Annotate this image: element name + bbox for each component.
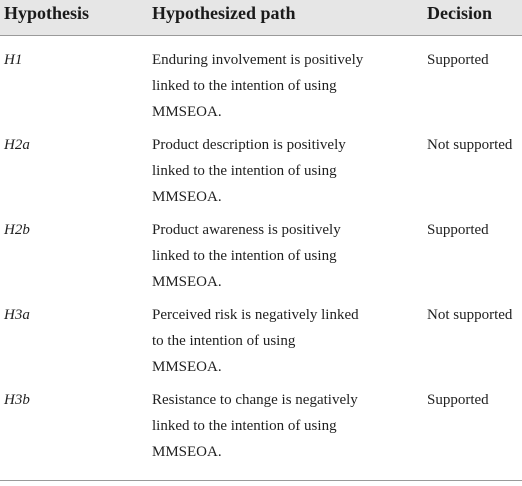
hypothesis-id: H3a: [4, 307, 30, 323]
path-line: Perceived risk is negatively linked: [152, 307, 359, 323]
header-hypothesis: Hypothesis: [4, 3, 90, 23]
path-line: linked to the intention of using: [152, 163, 337, 179]
path-line: Product description is positively: [152, 137, 346, 153]
table-row: [0, 302, 522, 386]
path-line: Resistance to change is negatively: [152, 392, 358, 408]
hypothesis-id: H1: [4, 52, 23, 68]
path-line: MMSEOA.: [152, 189, 222, 205]
decision: Not supported: [427, 137, 513, 153]
header-decision: Decision: [427, 3, 492, 23]
hypothesis-id: H2a: [4, 137, 30, 153]
path-line: Enduring involvement is positively: [152, 52, 364, 68]
decision: Not supported: [427, 307, 513, 323]
decision: Supported: [427, 52, 489, 68]
path-line: linked to the intention of using: [152, 418, 337, 434]
decision: Supported: [427, 222, 489, 238]
path-line: linked to the intention of using: [152, 248, 337, 264]
hypothesis-id: H2b: [4, 222, 30, 238]
hypothesized-path: [152, 217, 402, 295]
hypothesized-path: [152, 302, 402, 380]
table-row: [0, 47, 522, 131]
table-header: [0, 0, 522, 36]
path-line: MMSEOA.: [152, 104, 222, 120]
table-bottom-rule: [0, 480, 522, 481]
path-line: to the intention of using: [152, 333, 296, 349]
path-line: MMSEOA.: [152, 359, 222, 375]
path-line: MMSEOA.: [152, 274, 222, 290]
hypothesized-path: [152, 47, 402, 125]
table-row: [0, 217, 522, 301]
table-row: [0, 132, 522, 216]
path-line: Product awareness is positively: [152, 222, 341, 238]
hypothesized-path: [152, 387, 402, 465]
path-line: linked to the intention of using: [152, 78, 337, 94]
decision: Supported: [427, 392, 489, 408]
hypothesized-path: [152, 132, 402, 210]
path-line: MMSEOA.: [152, 444, 222, 460]
header-hypothesized-path: Hypothesized path: [152, 3, 296, 23]
hypothesis-id: H3b: [4, 392, 30, 408]
table-row: [0, 387, 522, 471]
